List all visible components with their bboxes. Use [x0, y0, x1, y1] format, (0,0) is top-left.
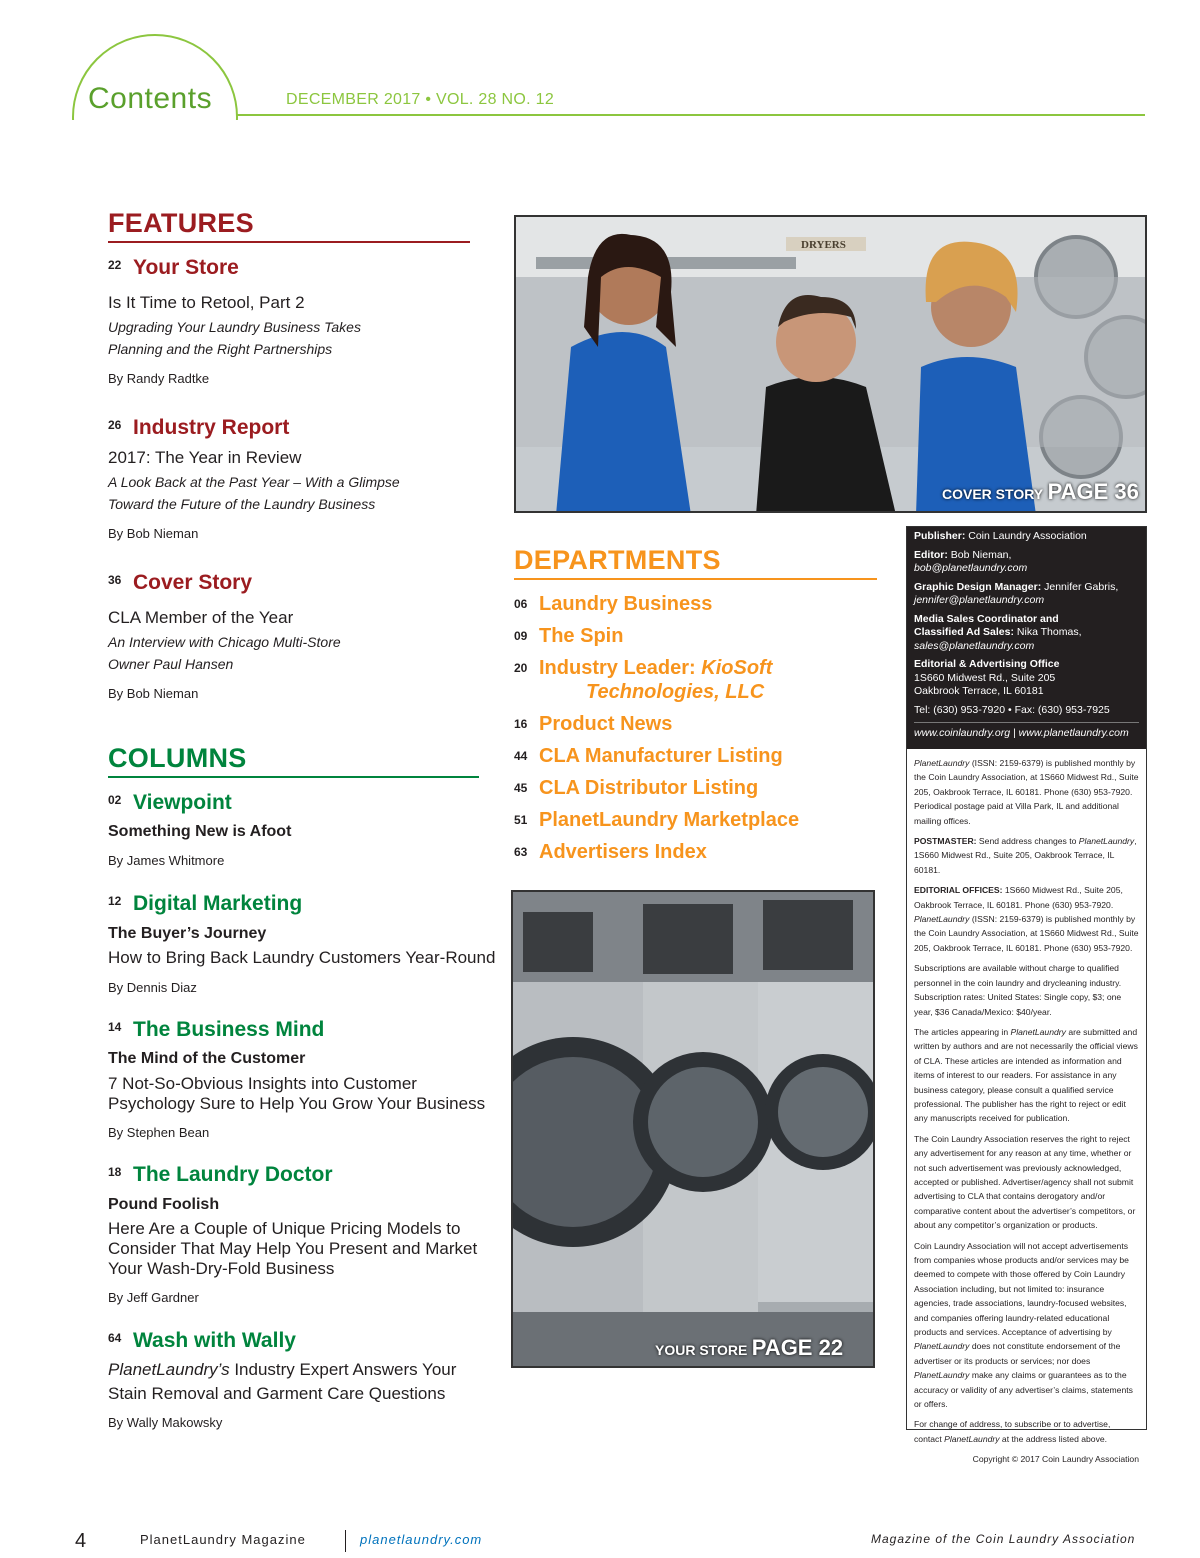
header-rule	[236, 114, 1145, 116]
page-header	[0, 0, 1200, 130]
feature-deck: An Interview with Chicago Multi-Store	[108, 634, 341, 650]
column-subtitle: How to Bring Back Laundry Customers Year-Round	[108, 948, 496, 967]
column-title: The Mind of the Customer	[108, 1050, 306, 1067]
footer-tagline: Magazine of the Coin Laundry Association	[871, 1532, 1136, 1546]
legal-paragraph: The Coin Laundry Association reserves the right to reject any advertisement for any reason at any time, whether or not such advertisement was previously acknowledged, accepted or published. Advertiser/agency shall not submit advertising to CLA that contains derogatory and/or comparative content about the advertiser’s competitors, or about any competitor’s organization or products.	[914, 1133, 1136, 1231]
issue-date: DECEMBER 2017 • VOL. 28 NO. 12	[286, 91, 555, 108]
cover-photo-illustration	[516, 217, 1147, 513]
footer-divider	[345, 1530, 346, 1552]
page-number: 12	[108, 894, 122, 908]
page-number: 06	[514, 597, 528, 611]
page-number: 20	[514, 661, 528, 675]
feature-deck: Upgrading Your Laundry Business Takes	[108, 319, 361, 335]
feature-category: Cover Story	[133, 571, 253, 594]
column-subtitle: PlanetLaundry’s Industry Expert Answers Your	[108, 1360, 457, 1379]
page-title: Contents	[88, 82, 213, 115]
masthead-staff	[907, 527, 1146, 749]
features-rule	[108, 241, 470, 243]
column-category: Digital Marketing	[133, 892, 303, 915]
departments-rule	[514, 578, 877, 580]
column-byline: By Dennis Diaz	[108, 980, 197, 995]
legal-paragraph: The articles appearing in PlanetLaundry are submitted and written by authors and are not necessarily the official views of CLA. These articles are intended as information and items of interest to our readers. For assistance in any business category, please consult a qualified service professional. The publisher has the right to reject or edit any manuscripts received for publication.	[914, 1026, 1138, 1124]
department-title: Advertisers Index	[539, 841, 707, 863]
column-byline: By James Whitmore	[108, 853, 225, 868]
column-category: The Laundry Doctor	[133, 1163, 333, 1186]
page-number: 45	[514, 781, 528, 795]
legal-paragraph: For change of address, to subscribe or to advertise, contact PlanetLaundry at the address listed above.	[914, 1419, 1111, 1444]
legal-paragraph: Subscriptions are available without charge to qualified personnel in the coin laundry and drycleaning industry. Subscription rates: United States: Single copy, $3; one year, $36 Canada/Mexico: $40/year.	[914, 963, 1122, 1017]
columns-rule	[108, 776, 479, 778]
page-number: 18	[108, 1165, 122, 1179]
page-number: 36	[108, 573, 122, 587]
feature-byline: By Bob Nieman	[108, 686, 199, 701]
phone-line: Tel: (630) 953-7920 • Fax: (630) 953-7925	[914, 703, 1110, 716]
column-category: Viewpoint	[133, 791, 232, 814]
feature-title: 2017: The Year in Review	[108, 448, 302, 467]
legal-paragraph: PlanetLaundry (ISSN: 2159-6379) is published monthly by the Coin Laundry Association, at 1S660 Midwest Rd., Suite 205, Oakbrook Terrace, IL 60181. Phone (630) 953-7920. Periodical postage paid at Villa Park, IL and additional mailing offices.	[914, 758, 1139, 826]
department-title: PlanetLaundry Marketplace	[539, 809, 800, 831]
column-subtitle: Here Are a Couple of Unique Pricing Models to	[108, 1219, 461, 1238]
features-heading: FEATURES	[108, 208, 254, 238]
page-number: 14	[108, 1020, 122, 1034]
washers-illustration	[513, 892, 875, 1368]
dryers-sign: DRYERS	[801, 239, 846, 251]
website-link[interactable]: planetlaundry.com	[360, 1532, 483, 1547]
department-title: Industry Leader: KioSoft	[539, 657, 773, 679]
masthead-legal	[907, 753, 1146, 1476]
page-number: 16	[514, 717, 528, 731]
feature-byline: By Randy Radtke	[108, 371, 210, 386]
page-number: 09	[514, 629, 528, 643]
department-title-line2: Technologies, LLC	[586, 681, 765, 703]
your-store-caption: YOUR STORE PAGE 22	[655, 1335, 844, 1360]
department-title: The Spin	[539, 625, 624, 647]
columns-heading: COLUMNS	[108, 743, 247, 773]
page-number: 51	[514, 813, 528, 827]
masthead	[906, 526, 1147, 1465]
column-category: The Business Mind	[133, 1018, 325, 1041]
your-store-photo[interactable]	[511, 890, 875, 1368]
legal-paragraph: EDITORIAL OFFICES: 1S660 Midwest Rd., Suite 205, Oakbrook Terrace, IL 60181. Phone (630) 953-7920. PlanetLaundry (ISSN: 2159-6379) is published monthly by the Coin Laundry Association, at 1S660 Midwest Rd., Suite 205, Oakbrook Terrace, IL 60181. Phone (630) 953-7920.	[914, 885, 1139, 953]
cover-story-caption: COVER STORY PAGE 36	[942, 479, 1139, 504]
feature-deck: Toward the Future of the Laundry Business	[108, 496, 376, 512]
magazine-name: PlanetLaundry Magazine	[140, 1532, 306, 1547]
column-byline: By Jeff Gardner	[108, 1290, 199, 1305]
feature-deck: A Look Back at the Past Year – With a Glimpse	[108, 474, 400, 490]
feature-category: Industry Report	[133, 416, 290, 439]
feature-deck: Owner Paul Hansen	[108, 656, 234, 672]
page-number: 22	[108, 258, 122, 272]
cover-story-photo[interactable]	[514, 215, 1147, 513]
publisher-line: Publisher: Coin Laundry Association	[914, 530, 1087, 542]
page-number: 26	[108, 418, 122, 432]
feature-deck: Planning and the Right Partnerships	[108, 341, 333, 357]
column-subtitle: Psychology Sure to Help You Grow Your Business	[108, 1094, 486, 1113]
page-number: 64	[108, 1331, 122, 1345]
column-subtitle: 7 Not-So-Obvious Insights into Customer	[108, 1074, 417, 1093]
column-title: Something New is Afoot	[108, 823, 292, 840]
column-title: The Buyer’s Journey	[108, 925, 267, 942]
web-line: www.coinlaundry.org | www.planetlaundry.com	[914, 722, 1139, 741]
column-byline: By Wally Makowsky	[108, 1415, 223, 1430]
page-number: 63	[514, 845, 528, 859]
column-byline: By Stephen Bean	[108, 1125, 210, 1140]
feature-title: Is It Time to Retool, Part 2	[108, 293, 305, 312]
feature-title: CLA Member of the Year	[108, 608, 294, 627]
feature-byline: By Bob Nieman	[108, 526, 199, 541]
office-line: Editorial & Advertising Office 1S660 Midwest Rd., Suite 205 Oakbrook Terrace, IL 60181	[914, 658, 1060, 697]
column-title: Pound Foolish	[108, 1196, 220, 1213]
legal-paragraph: POSTMASTER: Send address changes to PlanetLaundry, 1S660 Midwest Rd., Suite 205, Oakbrook Terrace, IL 60181.	[914, 836, 1137, 875]
column-subtitle: Consider That May Help You Present and Market	[108, 1239, 478, 1258]
feature-category: Your Store	[133, 256, 239, 279]
page-number: 02	[108, 793, 122, 807]
department-title: CLA Distributor Listing	[539, 777, 759, 799]
column-subtitle: Stain Removal and Garment Care Questions	[108, 1384, 446, 1403]
department-title: CLA Manufacturer Listing	[539, 745, 783, 767]
sales-line: Media Sales Coordinator and Classified Ad Sales: Nika Thomas, sales@planetlaundry.com	[914, 612, 1082, 652]
page-number-footer: 4	[75, 1530, 87, 1552]
column-category: Wash with Wally	[133, 1329, 296, 1352]
department-title: Product News	[539, 713, 673, 735]
legal-paragraph: Coin Laundry Association will not accept advertisements from companies whose products and/or services may be deemed to compete with those offered by Coin Laundry Association including, but not limited to: insurance agencies, trade associations, laundry-focused websites, and companies offering laundry-related educational products and services. Acceptance of advertising by PlanetLaundry does not constitute endorsement of the advertiser or its products or services; nor does PlanetLaundry make any claims or guarantees as to the accuracy or validity of any advertiser’s claims, statements or offers.	[914, 1240, 1133, 1410]
page-number: 44	[514, 749, 528, 763]
column-subtitle: Your Wash-Dry-Fold Business	[108, 1259, 335, 1278]
department-title: Laundry Business	[539, 593, 713, 615]
design-line: Graphic Design Manager: Jennifer Gabris, jennifer@planetlaundry.com	[914, 580, 1119, 606]
copyright: Copyright © 2017 Coin Laundry Association	[972, 1454, 1139, 1465]
editor-line: Editor: Bob Nieman, bob@planetlaundry.com	[914, 548, 1028, 574]
departments-heading: DEPARTMENTS	[514, 545, 721, 575]
header-arc	[72, 34, 238, 200]
